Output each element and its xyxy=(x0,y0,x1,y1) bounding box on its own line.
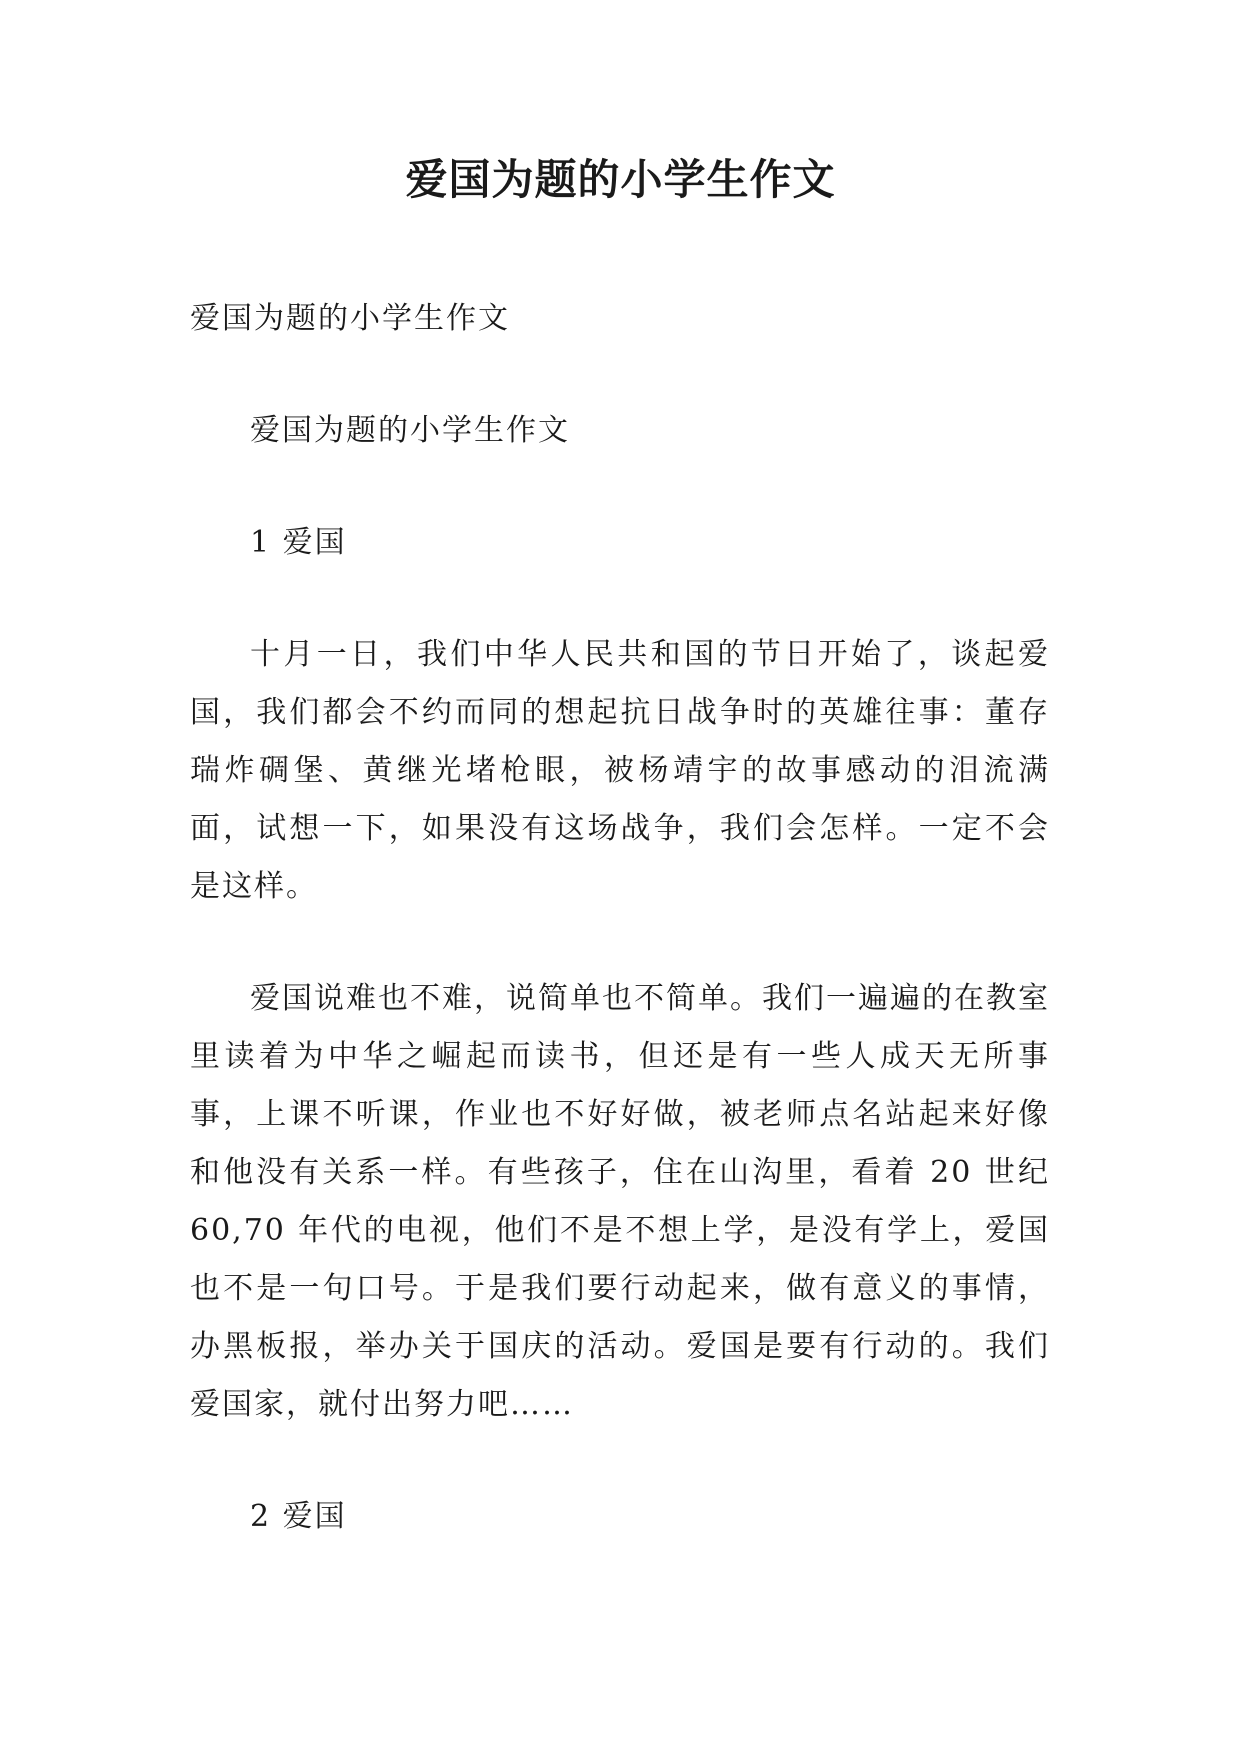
body-paragraph-2: 爱国说难也不难，说简单也不简单。我们一遍遍的在教室里读着为中华之崛起而读书，但还是有一些人成天无所事事，上课不听课，作业也不好好做，被老师点名站起来好像和他没有关系一样。有些孩子，住在山沟里，看着 20 世纪60,70 年代的电视，他们不是不想上学，是没有学上，爱国也不是一句口号。于是我们要行动起来，做有意义的事情，办黑板报，举办关于国庆的活动。爱国是要有行动的。我们爱国家，就付出努力吧…… xyxy=(190,981,1050,1422)
section-heading-2: 2 爱国 xyxy=(250,1499,347,1534)
body-paragraph-1: 十月一日，我们中华人民共和国的节日开始了，谈起爱国，我们都会不约而同的想起抗日战争时的英雄往事：董存瑞炸碉堡、黄继光堵枪眼，被杨靖宇的故事感动的泪流满面，试想一下，如果没有这场战争，我们会怎样。一定不会是这样。 xyxy=(190,637,1050,904)
document-body xyxy=(190,290,1050,1600)
essay-heading: 爱国为题的小学生作文 xyxy=(250,413,570,448)
subtitle-paragraph: 爱国为题的小学生作文 xyxy=(190,301,510,336)
document-title: 爱国为题的小学生作文 xyxy=(405,155,836,204)
section-heading-1: 1 爱国 xyxy=(250,525,347,560)
